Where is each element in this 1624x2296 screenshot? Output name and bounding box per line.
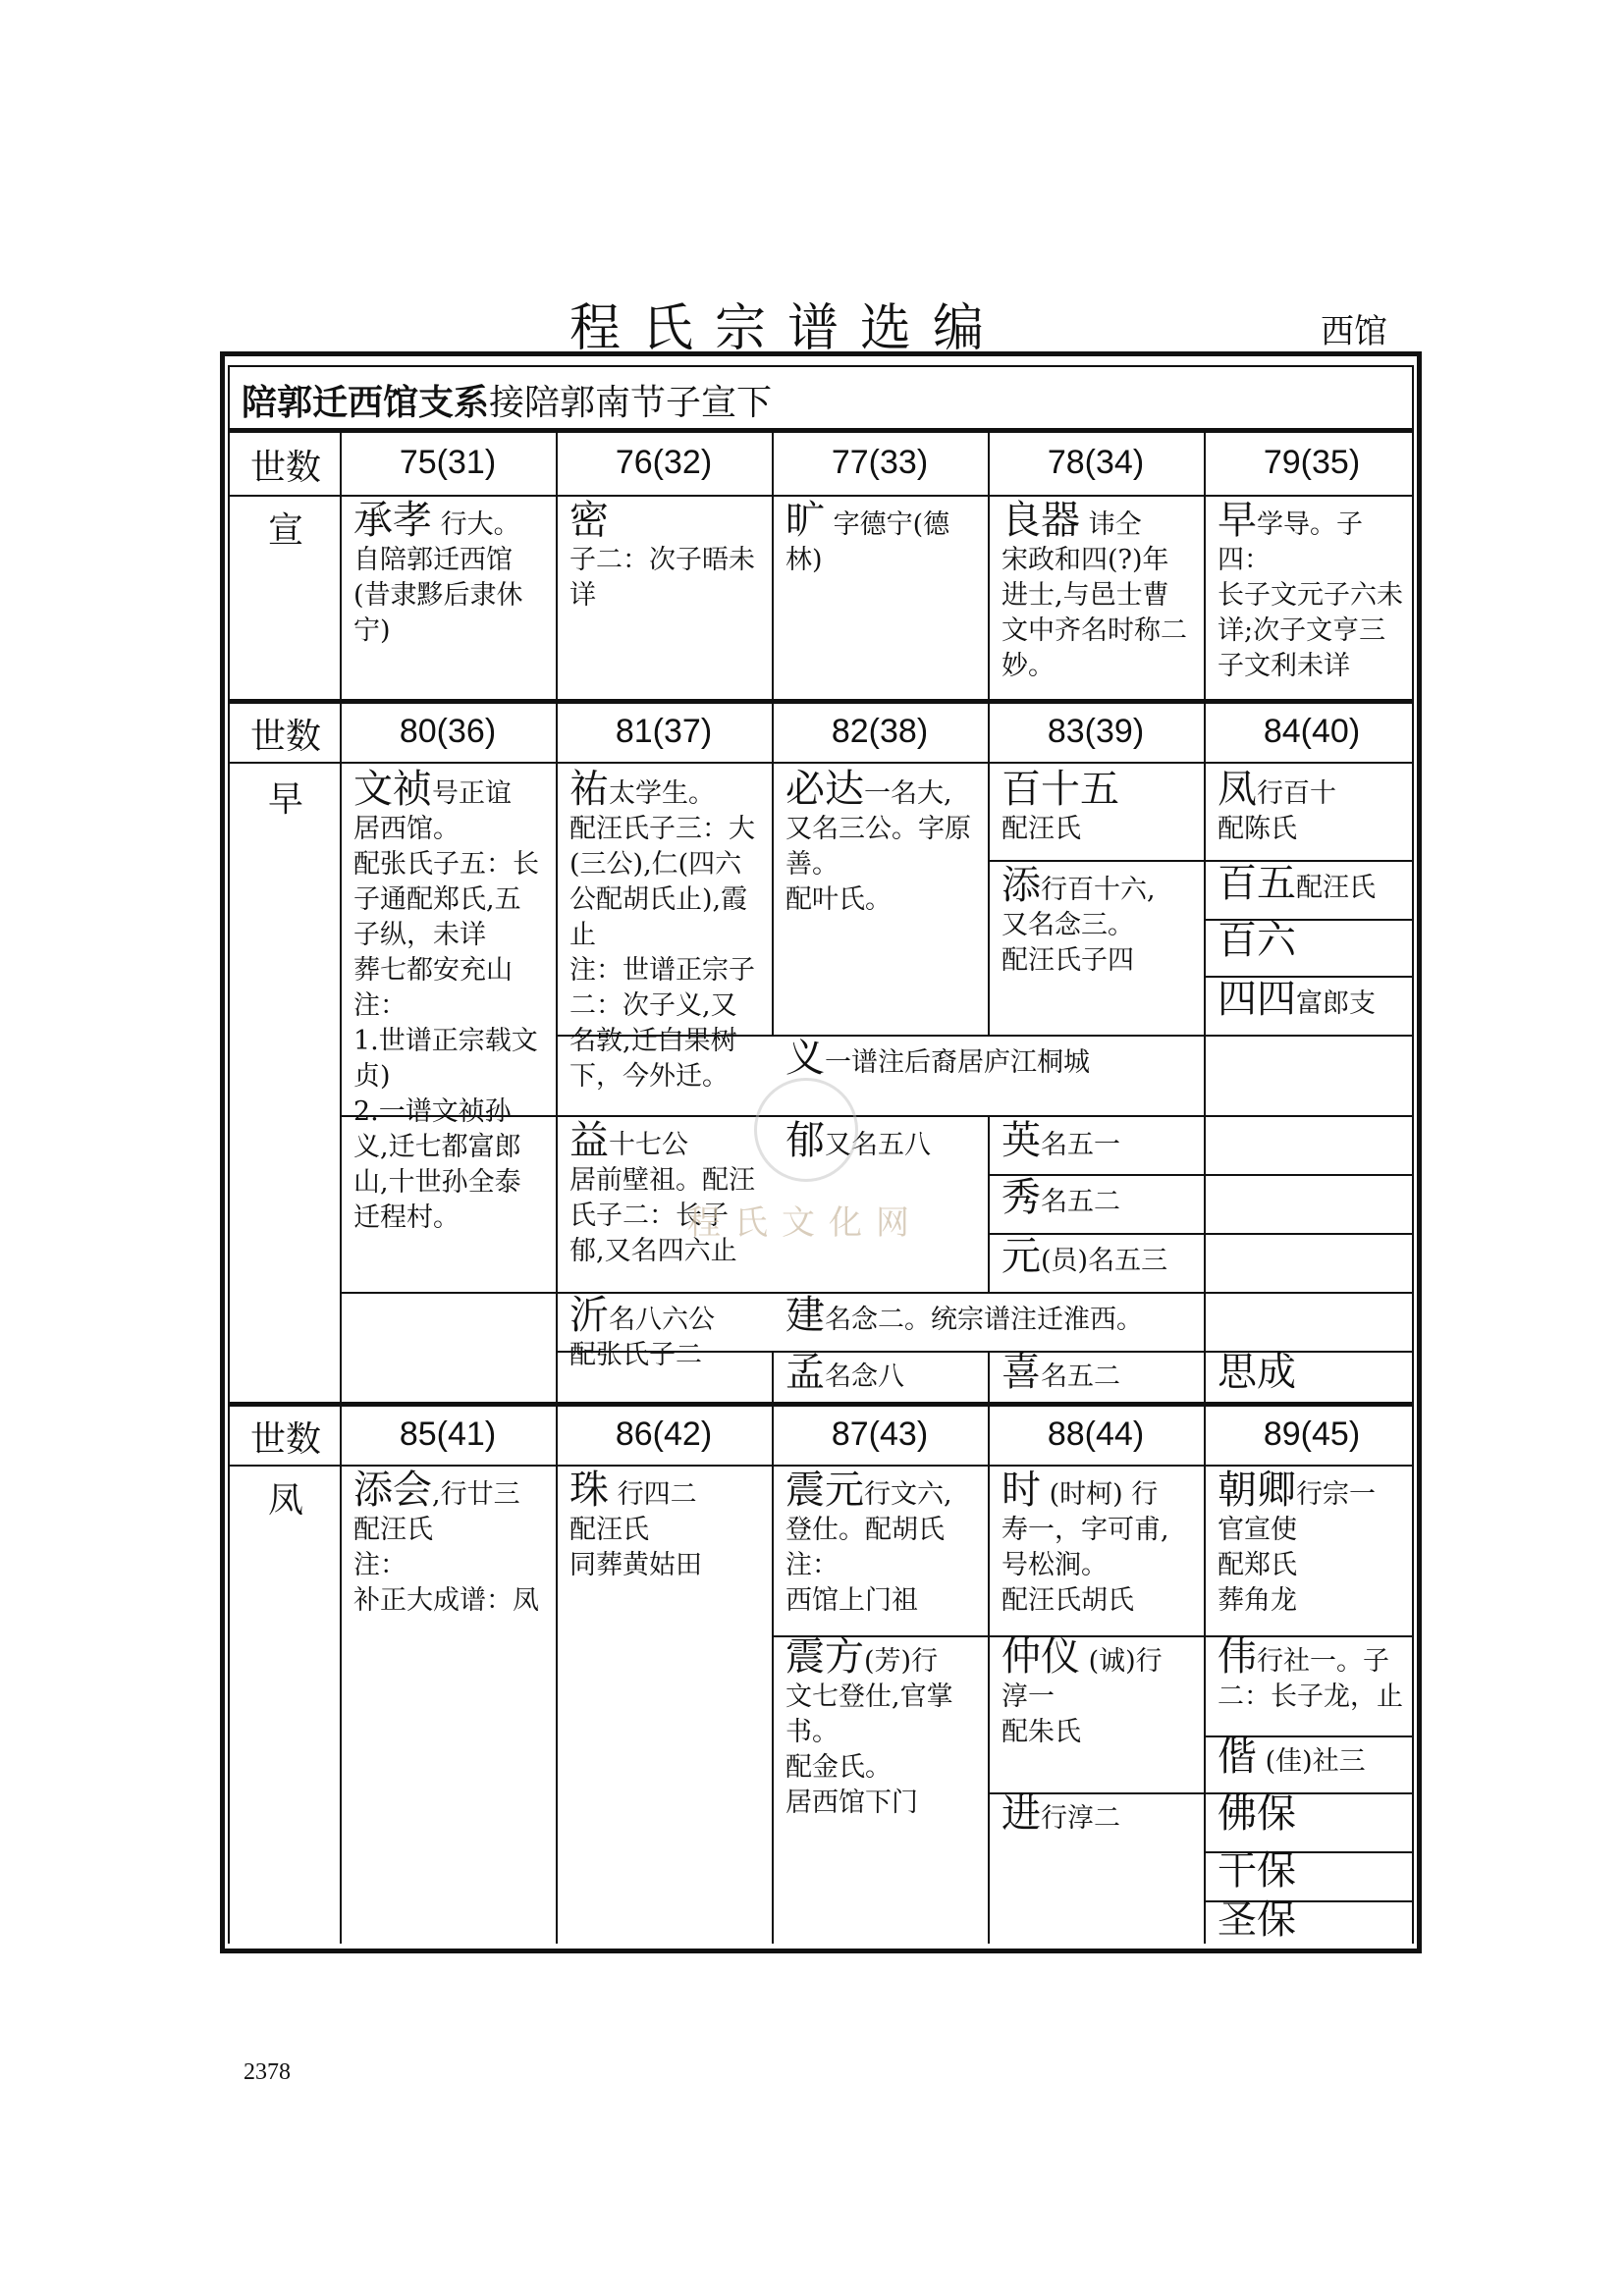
person-name: 秀: [1001, 1175, 1041, 1220]
person-name: 百十五: [1001, 767, 1119, 812]
person-entry: [1001, 1634, 1194, 1750]
person-name: 旷: [785, 498, 825, 543]
watermark: 程氏文化网: [687, 1203, 923, 1243]
person-text: 配汪氏: [569, 1515, 649, 1545]
generation-number: 86(42): [615, 1415, 713, 1453]
rule: [988, 1233, 1412, 1235]
person-entry: [1001, 1791, 1194, 1837]
person-entry: [1001, 498, 1194, 684]
person-text: 配张氏子二: [569, 1340, 702, 1370]
person-entry: [353, 1468, 546, 1619]
person-name: 早: [1218, 498, 1257, 543]
rule: [556, 1407, 558, 1944]
person-name: 义: [785, 1036, 825, 1081]
person-text: 号松涧。: [1001, 1550, 1108, 1580]
generation-number: 79(35): [1263, 444, 1361, 481]
branch-label: 西馆: [1321, 312, 1387, 351]
rule: [1204, 1115, 1412, 1117]
person-entry: [1218, 861, 1406, 906]
person-note: 名念八: [825, 1362, 904, 1392]
person-entry: [1001, 1468, 1194, 1619]
person-entry: [1218, 1791, 1406, 1837]
person-name: 郁: [785, 1118, 825, 1163]
person-text: 自陪郭迁西馆(昔隶黟后隶休宁): [353, 545, 523, 646]
person-note: 行宗一: [1296, 1479, 1376, 1510]
person-name: 益: [569, 1118, 609, 1163]
person-note: 行四二: [617, 1479, 697, 1510]
person-name: 干保: [1218, 1848, 1296, 1894]
generation-number: 78(34): [1047, 444, 1145, 481]
person-note: 又名五八: [825, 1130, 931, 1160]
person-text: 1.世谱正宗载文贞): [353, 1026, 538, 1092]
generation-number: 83(39): [1047, 713, 1145, 750]
rule: [556, 1115, 1204, 1117]
person-text: 配叶氏。: [785, 884, 892, 915]
person-name: 密: [569, 498, 609, 543]
rule: [228, 762, 1414, 764]
person-text: 又名三公。字原善。: [785, 814, 971, 880]
person-note: 字德宁(德林): [785, 509, 950, 575]
person-note: (时柯) 行: [1049, 1479, 1159, 1510]
person-text: 又名念三。: [1001, 910, 1134, 940]
person-name: 凤: [1218, 767, 1257, 812]
person-name: 进: [1001, 1791, 1041, 1837]
person-note: 名八六公: [609, 1305, 715, 1335]
person-text: 注：世谱正宗子二：次子义,又名敦,迁白果树下，今外迁。: [569, 955, 755, 1092]
rule: [988, 1174, 1412, 1176]
generation-number: 75(31): [399, 444, 497, 481]
rule: [772, 1351, 774, 1402]
person-entry: [569, 1468, 762, 1583]
person-text: 配汪氏子四: [1001, 945, 1134, 976]
person-text: 配汪氏: [1001, 814, 1081, 844]
root-ancestor: 宣: [267, 510, 303, 551]
person-entry: [569, 767, 762, 1095]
person-entry: [1001, 767, 1194, 847]
generation-number: 87(43): [831, 1415, 929, 1453]
person-name: 思成: [1218, 1350, 1296, 1395]
person-name: 震方: [785, 1634, 864, 1680]
person-note: 行百十六,: [1041, 875, 1156, 905]
person-entry: [1001, 863, 1194, 979]
person-entry: [785, 1036, 1198, 1081]
person-entry: [1218, 1897, 1406, 1943]
banner-subtitle: 接陪郭南节子宣下: [489, 383, 773, 423]
person-name: 英: [1001, 1118, 1041, 1163]
rule: [228, 495, 1414, 497]
rule: [988, 1115, 990, 1292]
person-entry: [1218, 767, 1406, 847]
person-text: 同葬黄姑田: [569, 1550, 702, 1580]
rule: [228, 365, 1414, 367]
person-name: 偕: [1218, 1735, 1257, 1780]
person-text: 注：: [785, 1550, 839, 1580]
person-text: 西馆上门祖: [785, 1585, 918, 1616]
person-name: 孟: [785, 1350, 825, 1395]
rule: [772, 704, 774, 1035]
person-entry: [569, 498, 762, 614]
root-ancestor: 早: [267, 779, 303, 820]
person-note: 行淳二: [1041, 1803, 1120, 1834]
person-entry: [1218, 1634, 1406, 1715]
generation-number: 77(33): [831, 444, 929, 481]
page-title: 程氏宗谱选编: [569, 299, 1006, 358]
person-text: 配汪氏胡氏: [1001, 1585, 1134, 1616]
person-text: 文七登仕,官掌书。: [785, 1682, 953, 1747]
person-note: 行文六,: [864, 1479, 952, 1510]
person-text: 登仕。配胡氏: [785, 1515, 945, 1545]
person-entry: [785, 1293, 1198, 1338]
person-note: (佳)社三: [1265, 1746, 1366, 1777]
rule: [228, 699, 1414, 704]
person-name: 建: [785, 1293, 825, 1338]
generation-label: 世数: [249, 1419, 321, 1460]
person-name: 添: [1001, 863, 1041, 908]
person-text: 子二：次子晤未详: [569, 545, 755, 611]
person-text: 寿一，字可甫,: [1001, 1515, 1169, 1545]
person-note: 行大。: [440, 509, 520, 540]
person-note: 名五二: [1041, 1362, 1120, 1392]
person-text: 配汪氏子三：大(三公),仁(四六公配胡氏止),霞止: [569, 814, 755, 950]
person-entry: [785, 767, 978, 918]
rule: [772, 1635, 1412, 1637]
generation-number: 85(41): [399, 1415, 497, 1453]
generation-number: 80(36): [399, 713, 497, 750]
banner-title: 陪郭迁西馆支系: [242, 382, 490, 423]
person-name: 百六: [1218, 918, 1296, 963]
person-entry: [1218, 498, 1406, 684]
person-note: 行社一。子: [1257, 1646, 1389, 1677]
person-note: 一名大,: [864, 778, 952, 809]
person-note: 行百十: [1257, 778, 1336, 809]
person-note: 讳仝: [1088, 509, 1142, 540]
person-entry: [1001, 1234, 1194, 1279]
person-entry: [353, 767, 546, 1236]
generation-number: 89(45): [1263, 1415, 1361, 1453]
generation-label: 世数: [249, 717, 321, 757]
person-text: 淳一: [1001, 1682, 1055, 1712]
generation-number: 88(44): [1047, 1415, 1145, 1453]
generation-number: 76(32): [615, 444, 713, 481]
person-name: 佛保: [1218, 1791, 1296, 1837]
person-name: 仲仪: [1001, 1634, 1080, 1680]
rule: [988, 1792, 1412, 1794]
person-text: 葬角龙: [1218, 1585, 1297, 1616]
person-text: 葬七都安充山: [353, 955, 513, 986]
person-note: 富郎支: [1296, 988, 1376, 1019]
root-ancestor: 凤: [267, 1480, 303, 1521]
person-entry: [1001, 1118, 1194, 1163]
person-note: (员)名五三: [1041, 1246, 1168, 1276]
rule: [1204, 1407, 1206, 1944]
person-entry: [1218, 1848, 1406, 1894]
rule: [228, 1465, 1414, 1467]
person-entry: [785, 1634, 978, 1821]
rule: [228, 1402, 1414, 1407]
person-name: 必达: [785, 767, 864, 812]
person-name: 良器: [1001, 498, 1080, 543]
person-text: 宋政和四(?)年进士,与邑士曹文中齐名时称二妙。: [1001, 545, 1187, 681]
person-text: 配张氏子五：长子通配郑氏,五子纵，未详: [353, 849, 539, 950]
person-name: 百五: [1218, 861, 1296, 906]
rule: [988, 1351, 990, 1402]
generation-number: 81(37): [615, 713, 713, 750]
person-entry: [785, 498, 978, 578]
generation-number: 84(40): [1263, 713, 1361, 750]
person-note: (芳)行: [864, 1646, 939, 1677]
rule: [340, 1407, 342, 1944]
rule: [1204, 704, 1206, 1402]
rule: [556, 704, 558, 1402]
person-text: 居西馆下门: [785, 1788, 918, 1818]
person-entry: [1218, 977, 1406, 1022]
person-entry: [1001, 1175, 1194, 1220]
person-name: 元: [1001, 1234, 1041, 1279]
person-name: 时: [1001, 1468, 1041, 1513]
rule: [228, 365, 230, 1944]
person-entry: [1218, 1468, 1406, 1619]
person-note: 学导。子四：: [1218, 509, 1363, 575]
person-note: (诚)行: [1088, 1646, 1163, 1677]
person-text: 长子文元子六未详;次子文亨三子文利未详: [1218, 580, 1403, 681]
person-note: ,行廿三: [432, 1479, 520, 1510]
person-entry: [785, 1350, 978, 1395]
person-note: 名念二。统宗谱注迁淮西。: [825, 1305, 1143, 1335]
watermark-seal-icon: [754, 1078, 858, 1182]
person-text: 补正大成谱：凤: [353, 1585, 539, 1616]
person-text: 居西馆。: [353, 814, 460, 844]
person-name: 朝卿: [1218, 1468, 1296, 1513]
rule: [556, 1292, 1412, 1294]
person-name: 伟: [1218, 1634, 1257, 1680]
person-text: 配金氏。: [785, 1752, 892, 1783]
person-text: 官宣使: [1218, 1515, 1297, 1545]
rule: [340, 1292, 556, 1294]
person-text: 配汪氏: [353, 1515, 433, 1545]
person-text: 二：长子龙，止: [1218, 1682, 1403, 1712]
person-note: 号正谊: [432, 778, 512, 809]
person-name: 喜: [1001, 1350, 1041, 1395]
person-entry: [1218, 1350, 1406, 1395]
person-name: 四四: [1218, 977, 1296, 1022]
person-text: 配朱氏: [1001, 1717, 1081, 1747]
person-text: 配郑氏: [1218, 1550, 1297, 1580]
person-note: 一谱注后裔居庐江桐城: [825, 1047, 1090, 1078]
person-entry: [1001, 1350, 1194, 1395]
person-entry: [785, 1468, 978, 1619]
person-name: 沂: [569, 1293, 609, 1338]
person-text: 居前壁祖。配汪氏子二：长子郁,又名四六止: [569, 1165, 755, 1266]
person-note: 十七公: [609, 1130, 688, 1160]
rule: [988, 704, 990, 1035]
person-entry: [1218, 918, 1406, 963]
person-text: 注：: [353, 990, 406, 1021]
rule: [772, 1407, 774, 1944]
generation-number: 82(38): [831, 713, 929, 750]
rule: [228, 428, 1414, 433]
person-text: 2.一谱文祯孙义,迁七都富郎山,十世孙全泰迁程村。: [353, 1096, 521, 1233]
person-text: 配陈氏: [1218, 814, 1297, 844]
rule: [988, 1407, 990, 1944]
person-name: 承孝: [353, 498, 432, 543]
person-entry: [353, 498, 546, 649]
person-name: 珠: [569, 1468, 609, 1513]
rule: [340, 704, 342, 1402]
person-text: 注：: [353, 1550, 406, 1580]
person-name: 祐: [569, 767, 609, 812]
person-note: 名五一: [1041, 1130, 1120, 1160]
rule: [988, 860, 1412, 862]
person-name: 圣保: [1218, 1897, 1296, 1943]
person-entry: [569, 1293, 762, 1373]
person-note: 太学生。: [609, 778, 715, 809]
person-entry: [1218, 1735, 1406, 1780]
banner: [242, 375, 772, 425]
person-note: 名五二: [1041, 1187, 1120, 1217]
generation-label: 世数: [249, 448, 321, 488]
rule: [1412, 365, 1414, 1944]
page-number: 2378: [244, 2059, 291, 2085]
person-note: 配汪氏: [1296, 873, 1376, 903]
person-name: 震元: [785, 1468, 864, 1513]
person-name: 文祯: [353, 767, 432, 812]
person-name: 添会: [353, 1468, 432, 1513]
